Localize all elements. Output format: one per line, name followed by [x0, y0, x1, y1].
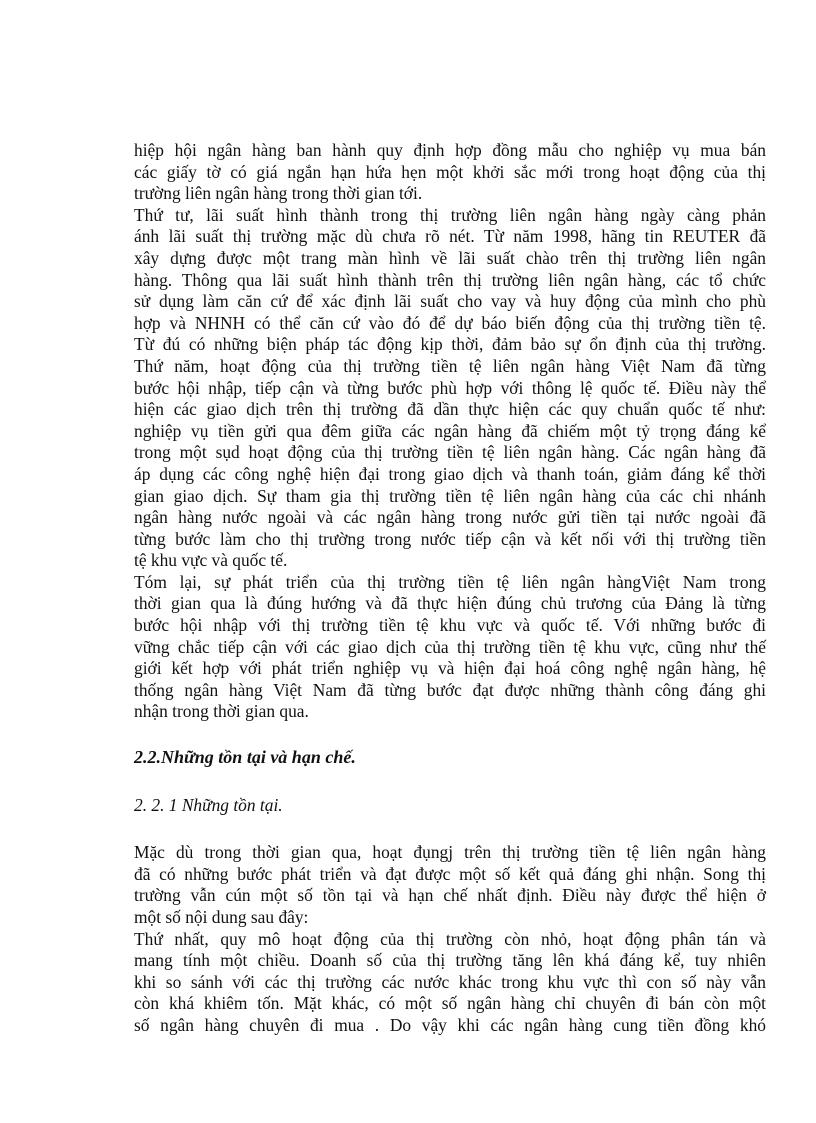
- text-line: áp dụng các công nghệ hiện đại trong giao dịch và thanh toán, giảm đáng kể thời: [134, 463, 766, 484]
- text-line: ngân hàng nước ngoài và các ngân hàng trong nước gửi tiền tại nước ngoài đã: [134, 507, 766, 528]
- text-line: từng bước làm cho thị trường trong nước tiếp cận và kết nối với thị trường tiền: [134, 528, 766, 549]
- text-line: hiện các giao dịch trên thị trường đã dần thực hiện các quy chuẩn quốc tế như:: [134, 399, 766, 420]
- text-line: Tóm lại, sự phát triển của thị trường tiền tệ liên ngân hàngViệt Nam trong: [134, 571, 766, 592]
- text-line: Mặc dù trong thời gian qua, hoạt đụngj trên thị trường tiền tệ liên ngân hàng: [134, 842, 766, 863]
- section-heading: 2.2.Những tồn tại và hạn chế.: [134, 747, 356, 768]
- text-line: hợp và NHNH có thể căn cứ vào đó để dự báo biến động của thị trường tiền tệ.: [134, 312, 766, 333]
- text-line: thời gian qua là đúng hướng và đã thực hiện đúng chủ trương của Đảng là từng: [134, 593, 766, 614]
- text-line: Thứ nhất, quy mô hoạt động của thị trường còn nhỏ, hoạt động phân tán và: [134, 928, 766, 949]
- text-line: trường liên ngân hàng trong thời gian tới.: [134, 183, 423, 204]
- text-line: hàng. Thông qua lãi suất hình thành trên thị trường liên ngân hàng, các tổ chức: [134, 269, 766, 290]
- text-line: Từ đú có những biện pháp tác động kịp thời, đảm bảo sự ổn định của thị trường.: [134, 334, 766, 355]
- text-line: sử dụng làm căn cứ để xác định lãi suất cho vay và huy động của mình cho phù: [134, 291, 766, 312]
- paragraph: [134, 842, 766, 928]
- text-line: trong một sụd hoạt động của thị trường tiền tệ liên ngân hàng. Các ngân hàng đã: [134, 442, 766, 463]
- text-line: số ngân hàng chuyên đi mua . Do vậy khi các ngân hàng cung tiền đồng khó: [134, 1014, 766, 1035]
- paragraph: [134, 572, 766, 723]
- text-line: một số nội dung sau đây:: [134, 907, 309, 927]
- text-line: nghiệp vụ tiền gửi qua đêm giữa các ngân hàng đã chiếm một tỷ trọng đáng kể: [134, 420, 766, 441]
- document-body: [134, 140, 766, 1037]
- text-line: xây dựng được một trang màn hình về lãi suất chào trên thị trường liên ngân: [134, 247, 766, 268]
- paragraph: [134, 929, 766, 1037]
- text-line: nhận trong thời gian qua.: [134, 701, 309, 722]
- text-line: trường vẫn cún một số tồn tại và hạn chế nhất định. Điều này được thể hiện ở: [134, 885, 766, 906]
- text-line: Thứ tư, lãi suất hình thành trong thị trường liên ngân hàng ngày càng phản: [134, 204, 766, 225]
- text-line: bước hội nhập, tiếp cận và từng bước phù hợp với thông lệ quốc tế. Điều này thể: [134, 377, 766, 398]
- text-line: Thứ năm, hoạt động của thị trường tiền tệ liên ngân hàng Việt Nam đã từng: [134, 355, 766, 376]
- text-line: mang tính một chiều. Doanh số của thị trường tăng lên khá đáng kể, tuy nhiên: [134, 950, 766, 971]
- text-line: bước hội nhập với thị trường tiền tệ khu vực và quốc tế. Với những bước đi: [134, 615, 766, 636]
- text-line: đã có những bước phát triển và đạt được một số kết quả đáng ghi nhận. Song thị: [134, 863, 766, 884]
- text-line: tệ khu vực và quốc tế.: [134, 550, 288, 571]
- text-line: vững chắc tiếp cận với các giao dịch của thị trường tiền tệ khu vực, cũng như thế: [134, 636, 766, 657]
- text-line: thống ngân hàng Việt Nam đã từng bước đạt được những thành công đáng ghi: [134, 679, 766, 700]
- subsection-heading: 2. 2. 1 Những tồn tại.: [134, 794, 283, 815]
- text-line: gian giao dịch. Sự tham gia thị trường tiền tệ liên ngân hàng của các chi nhánh: [134, 485, 766, 506]
- text-line: các giấy tờ có giá ngắn hạn hứa hẹn một khởi sắc mới trong hoạt động của thị: [134, 161, 766, 182]
- paragraph: [134, 205, 766, 572]
- text-line: khi so sánh với các thị trường các nước khác trong khu vực thì con số này vẫn: [134, 971, 766, 992]
- text-line: hiệp hội ngân hàng ban hành quy định hợp đồng mẫu cho nghiệp vụ mua bán: [134, 140, 766, 160]
- text-line: giới kết hợp với phát triển nghiệp vụ và hiện đại hoá công nghệ ngân hàng, hệ: [134, 658, 766, 679]
- paragraph: [134, 140, 766, 205]
- text-line: ánh lãi suất thị trường mặc dù chưa rõ nét. Từ năm 1998, hãng tin REUTER đã: [134, 226, 766, 247]
- text-line: còn khá khiêm tốn. Mặt khác, có một số ngân hàng chỉ chuyên đi bán còn một: [134, 993, 766, 1014]
